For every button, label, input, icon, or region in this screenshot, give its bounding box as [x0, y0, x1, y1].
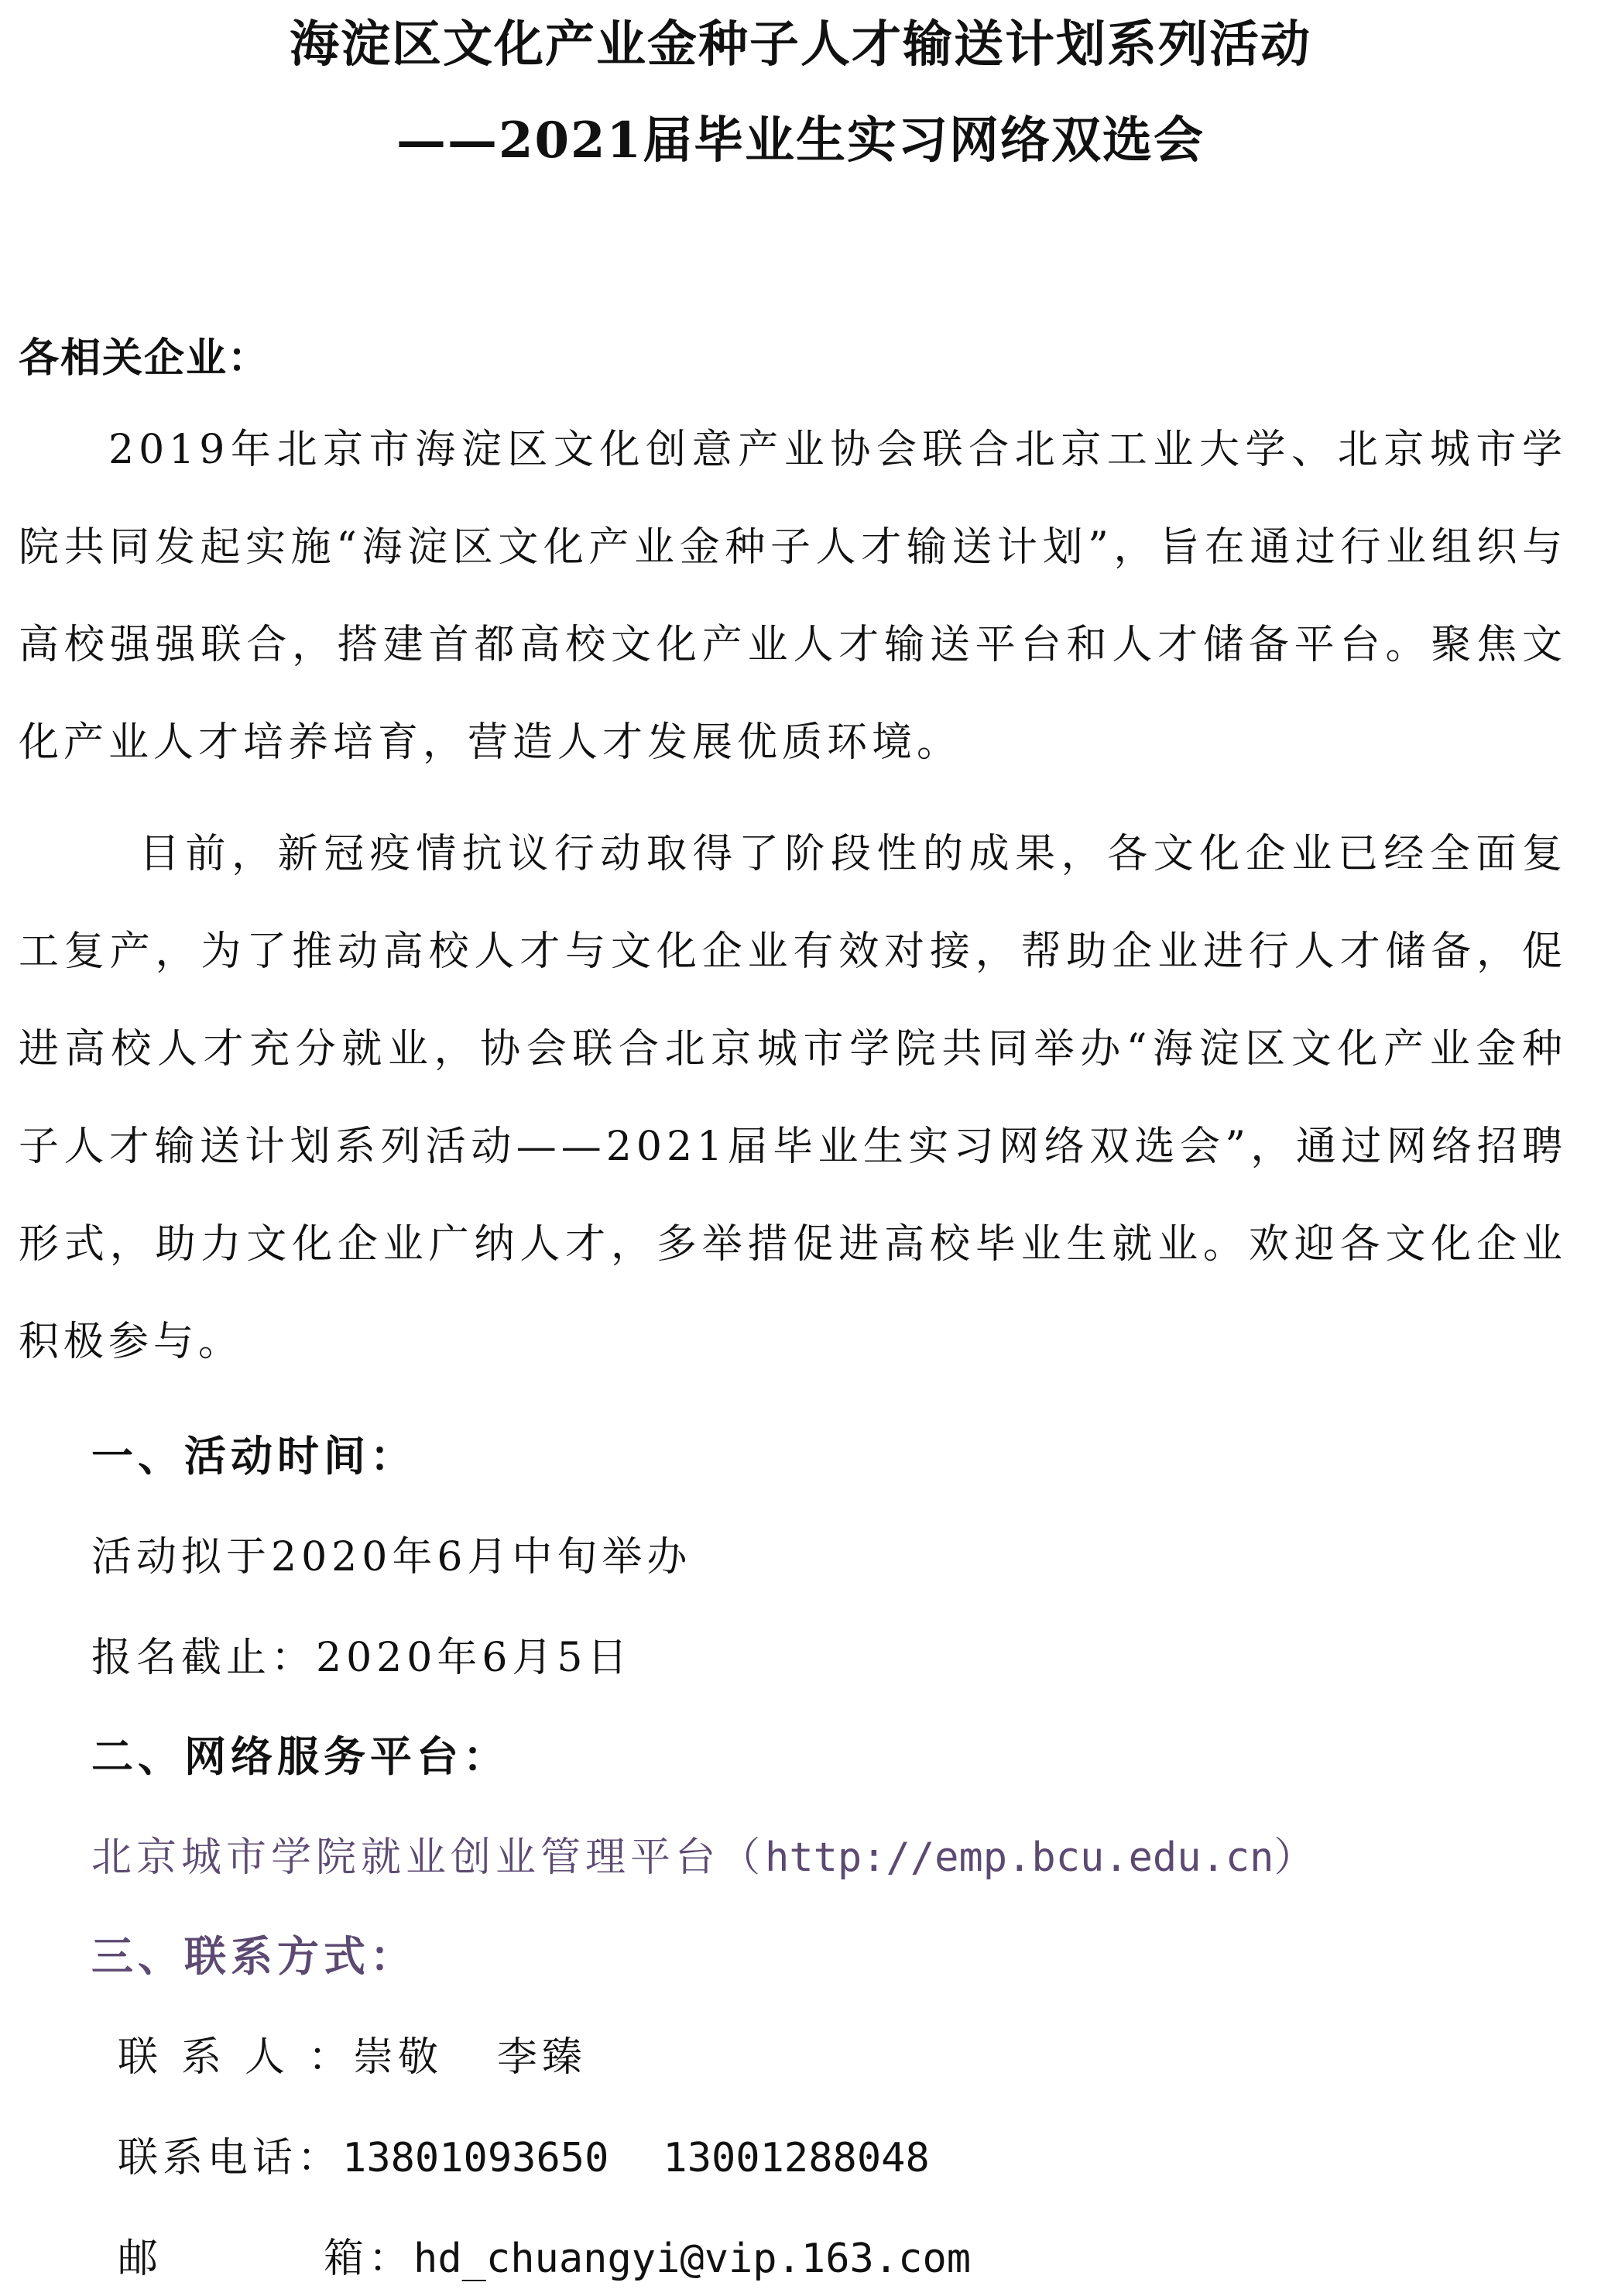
contact-phone-1: 13801093650	[342, 2135, 609, 2181]
platform-close-paren: ）	[1274, 1834, 1319, 1881]
platform-url-link[interactable]: http://emp.bcu.edu.cn	[765, 1834, 1274, 1881]
contact-person-line	[118, 2024, 587, 2082]
section-heading-time: 一、活动时间：	[91, 1431, 417, 1481]
contact-email-address[interactable]: hd_chuangyi@vip.163.com	[413, 2236, 972, 2282]
salutation: 各相关企业：	[19, 335, 270, 382]
contact-person-2: 李臻	[497, 2034, 588, 2081]
document-title-line2: ——2021届毕业生实习网络双选会	[396, 112, 1205, 170]
contact-phone-label: 联系电话：	[118, 2135, 343, 2181]
registration-deadline: 报名截止：2020年6月5日	[91, 1635, 633, 1681]
intro-paragraph: 2019年北京市海淀区文化创意产业协会联合北京工业大学、北京城市学院共同发起实施“海淀区文化产业金种子人才输送计划”，旨在通过行业组织与高校强强联合，搭建首都高校文化产业人才输送平台和人才储备平台。聚焦文化产业人才培养培育，营造人才发展优质环境。	[19, 427, 1567, 766]
contact-email-label-1: 邮	[118, 2236, 163, 2282]
contact-person-colon: ：	[308, 2034, 354, 2081]
document-title-line1: 海淀区文化产业金种子人才输送计划系列活动	[290, 15, 1311, 74]
contact-person-1: 崇敬	[353, 2034, 444, 2081]
contact-email-line	[118, 2226, 971, 2284]
section-heading-contact: 三、联系方式：	[91, 1931, 417, 1981]
section-heading-platform: 二、网络服务平台：	[91, 1731, 509, 1781]
platform-name: 北京城市学院就业创业管理平台（	[91, 1834, 766, 1881]
contact-person-label: 联系人	[118, 2034, 309, 2081]
contact-phone-2: 13001288048	[663, 2135, 930, 2181]
contact-phone-line	[118, 2125, 930, 2183]
body-paragraph: 目前，新冠疫情抗议行动取得了阶段性的成果，各文化企业已经全面复工复产，为了推动高校人才与文化企业有效对接，帮助企业进行人才储备，促进高校人才充分就业，协会联合北京城市学院共同举办“海淀区文化产业金种子人才输送计划系列活动——2021届毕业生实习网络双选会”，通过网络招聘形式，助力文化企业广纳人才，多举措促进高校毕业生就业。欢迎各文化企业积极参与。	[19, 831, 1567, 1365]
contact-email-label-2: 箱：	[324, 2236, 414, 2282]
activity-time: 活动拟于2020年6月中旬举办	[91, 1534, 692, 1580]
platform-line	[91, 1824, 1318, 1882]
